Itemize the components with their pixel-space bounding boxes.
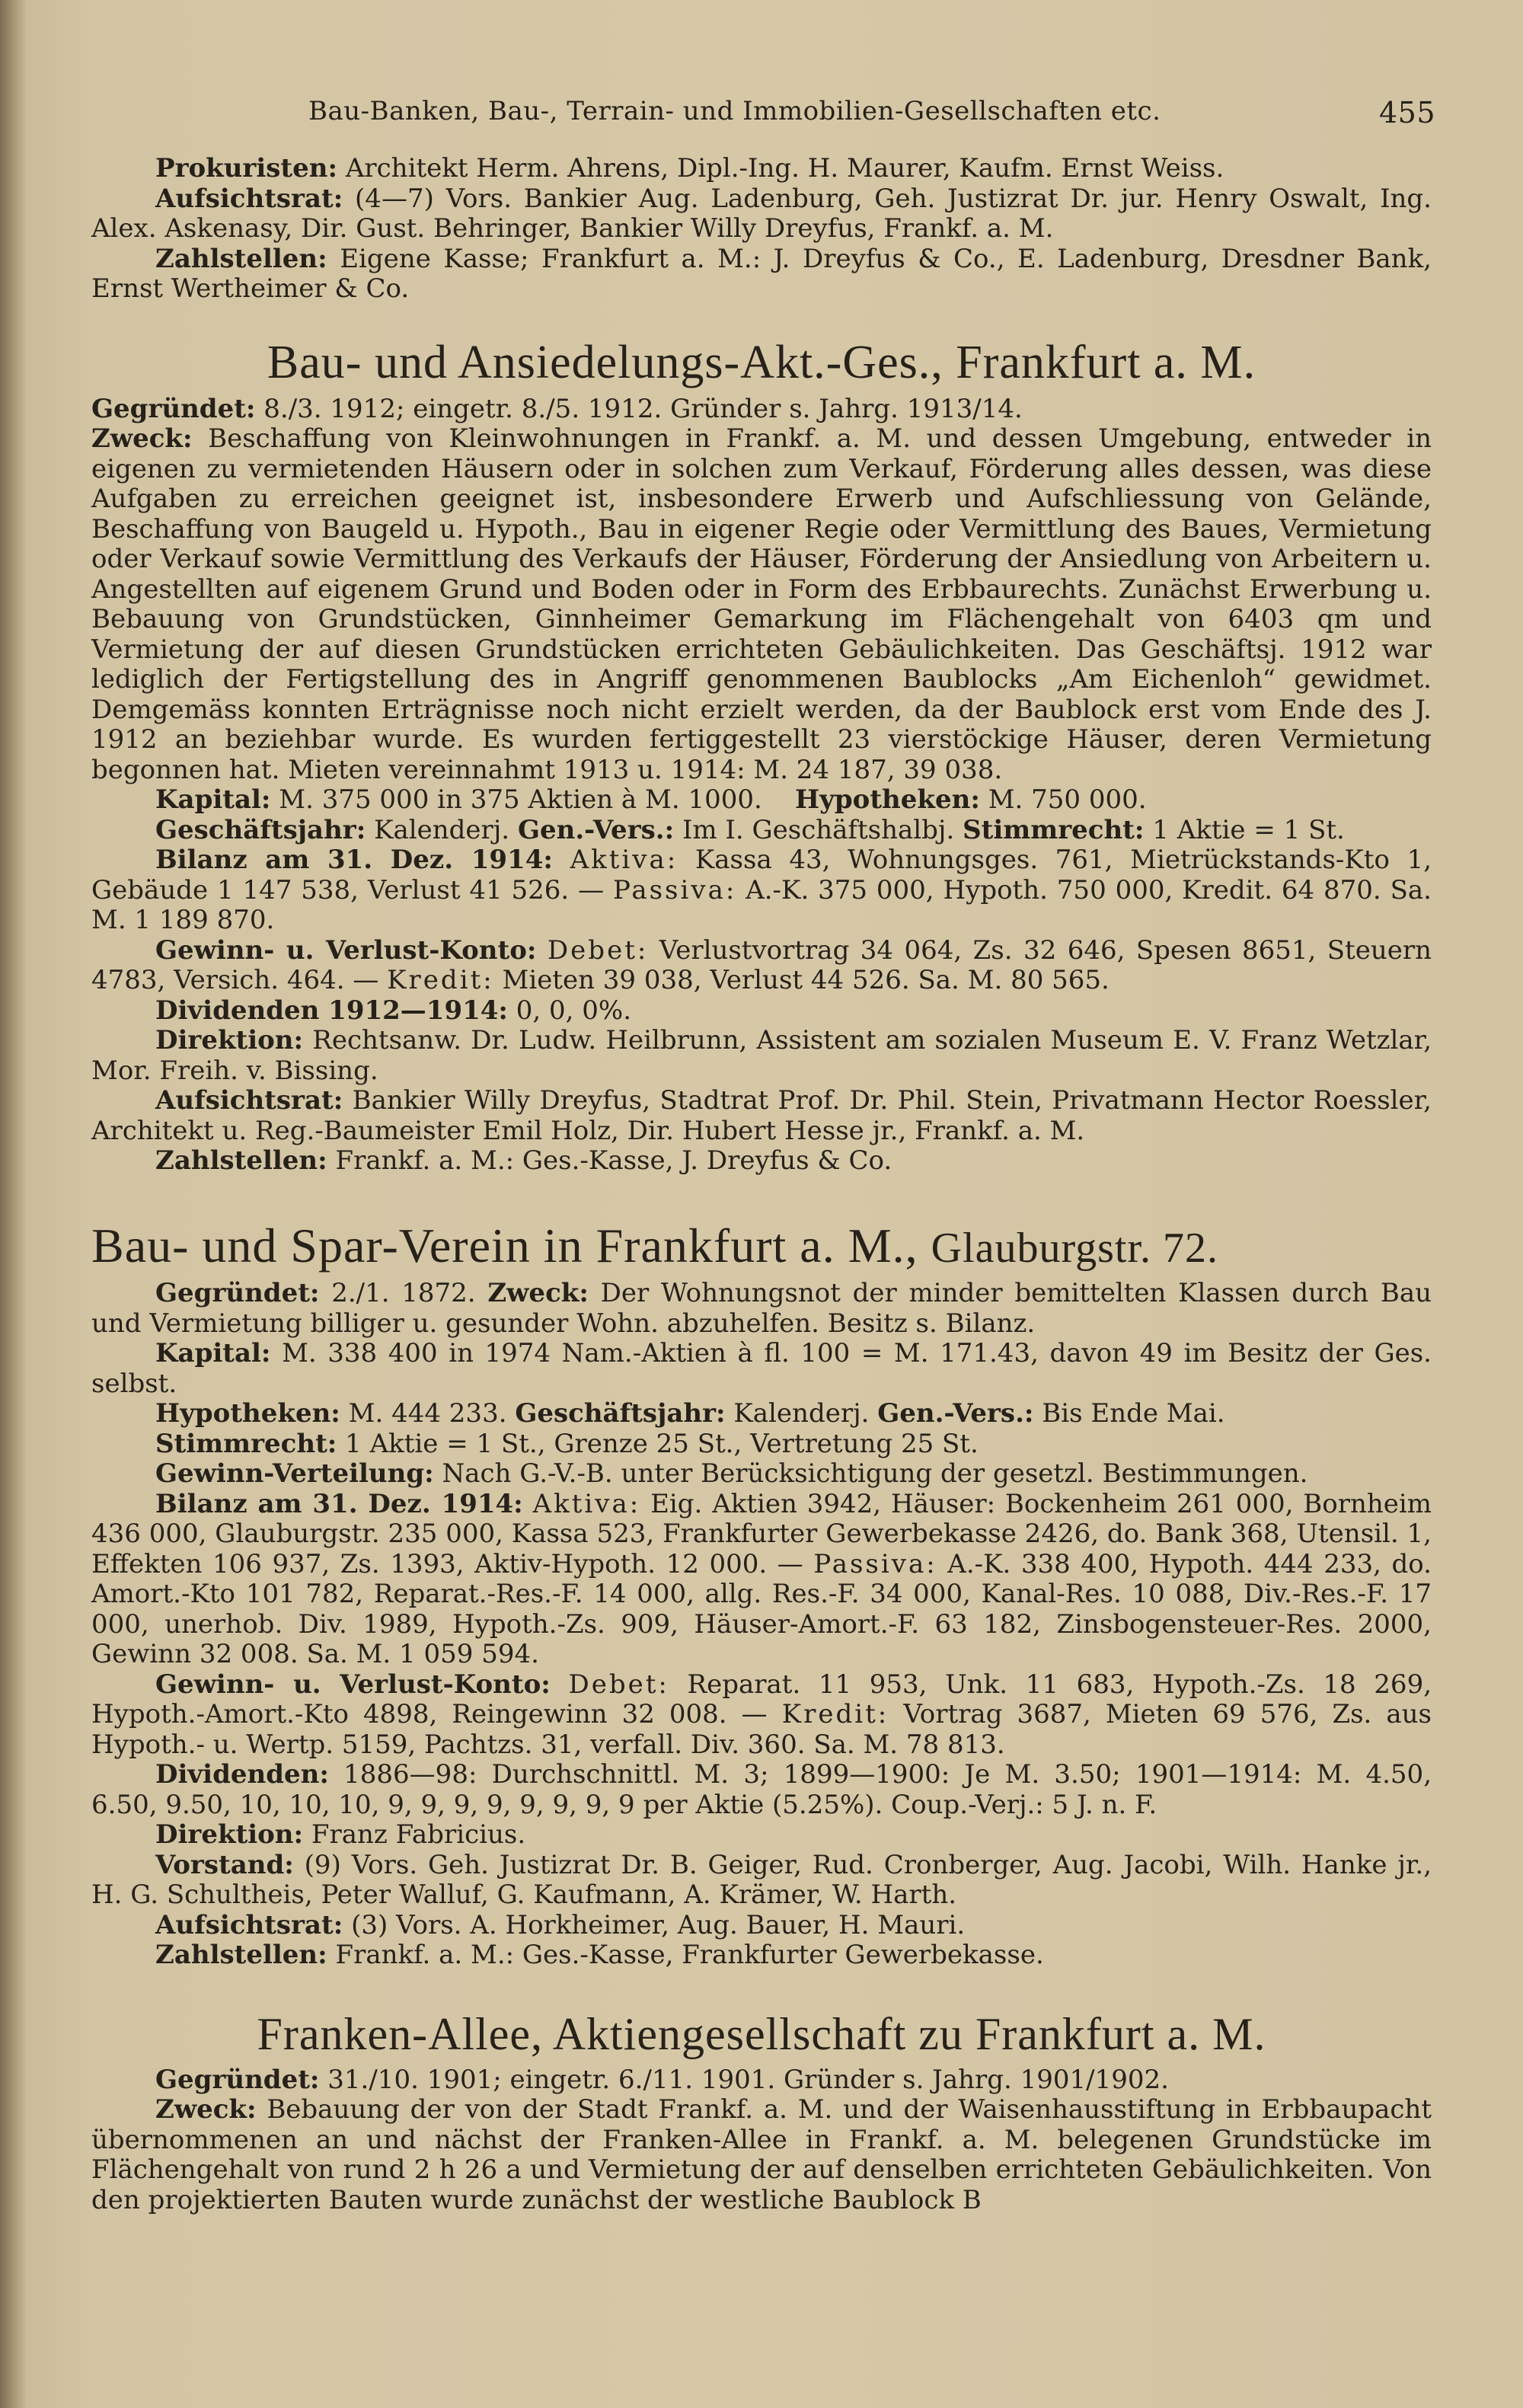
entry1-direktion: Direktion: Rechtsanw. Dr. Ludw. Heilbrunn, Assistent am sozialen Museum E. V. Franz Wetzlar, Mor. Freih. v. Bissing. (91, 1025, 1432, 1086)
running-title: Bau-Banken, Bau-, Terrain- und Immobilien-Gesellschaften etc. (308, 96, 1161, 126)
entry2-heading-main: Bau- und Spar-Verein in Frankfurt a. M., (91, 1218, 918, 1273)
entry1-dividenden: Dividenden 1912—1914: 0, 0, 0%. (155, 995, 632, 1026)
book-spine-shadow (0, 0, 26, 2408)
entry-heading-franken-allee: Franken-Allee, Aktiengesellschaft zu Frankfurt a. M. (257, 2008, 1266, 2059)
page-body (91, 154, 1432, 2215)
entry2-hypotheken: Hypotheken: M. 444 233. Geschäftsjahr: Kalenderj. Gen.-Vers.: Bis Ende Mai. (155, 1398, 1225, 1429)
entry2-dividenden: Dividenden: 1886—98: Durchschnittl. M. 3; 1899—1900: Je M. 3.50; 1901—1914: M. 4.50, 6.50, 9.50, 10, 10, 10, 9, 9, 9, 9, 9, 9, 9, 9 per Aktie (5.25%). Coup.-Verj.: 5 J. n. F. (91, 1759, 1432, 1820)
entry1-geschaeftsjahr: Geschäftsjahr: Kalenderj. Gen.-Vers.: Im I. Geschäftshalbj. Stimmrecht: 1 Aktie = 1 St. (155, 814, 1345, 845)
entry1-gegruendet: Gegründet: 8./3. 1912; eingetr. 8./5. 1912. Gründer s. Jahrg. 1913/14. (91, 393, 1023, 424)
prev-zahlstellen: Zahlstellen: Eigene Kasse; Frankfurt a. M.: J. Dreyfus & Co., E. Ladenburg, Dresdner Bank, Ernst Wertheimer & Co. (91, 243, 1432, 304)
entry1-zahlstellen: Zahlstellen: Frankf. a. M.: Ges.-Kasse, J. Dreyfus & Co. (155, 1145, 892, 1177)
entry2-heading-address: Glauburgstr. 72. (931, 1224, 1218, 1272)
entry-heading-bau-ansiedelung: Bau- und Ansiedelungs-Akt.-Ges., Frankfurt a. M. (267, 336, 1256, 388)
entry2-zahlstellen: Zahlstellen: Frankf. a. M.: Ges.-Kasse, Frankfurter Gewerbekasse. (155, 1940, 1044, 1971)
entry1-bilanz: Bilanz am 31. Dez. 1914: Aktiva: Kassa 43, Wohnungsges. 761, Mietrückstands-Kto 1, Gebäude 1 147 538, Verlust 41 526. — Passiva: A.-K. 375 000, Hypoth. 750 000, Kredit. 64 870. Sa. M. 1 189 870. (91, 845, 1432, 936)
entry1-aufsichtsrat: Aufsichtsrat: Bankier Willy Dreyfus, Stadtrat Prof. Dr. Phil. Stein, Privatmann Hector Roessler, Architekt u. Reg.-Baumeister Emil Holz, Dir. Hubert Hesse jr., Frankf. a. M. (91, 1085, 1432, 1146)
entry3-gegruendet: Gegründet: 31./10. 1901; eingetr. 6./11. 1901. Gründer s. Jahrg. 1901/1902. (155, 2064, 1169, 2095)
entry2-gewinn-verlust: Gewinn- u. Verlust-Konto: Debet: Reparat. 11 953, Unk. 11 683, Hypoth.-Zs. 18 269, Hypoth.-Amort.-Kto 4898, Reingewinn 32 008. — Kredit: Vortrag 3687, Mieten 69 576, Zs. aus Hypoth.- u. Wertp. 5159, Pachtzs. 31, verfall. Div. 360. Sa. M. 78 813. (91, 1669, 1432, 1760)
entry2-gegruendet: Gegründet: 2./1. 1872. Zweck: Der Wohnungsnot der minder bemittelten Klassen durch Bau und Vermietung billiger u. gesunder Wohn. abzuhelfen. Besitz s. Bilanz. (91, 1278, 1432, 1339)
prev-aufsichtsrat: Aufsichtsrat: (4—7) Vors. Bankier Aug. Ladenburg, Geh. Justizrat Dr. jur. Henry Oswalt, Ing. Alex. Askenasy, Dir. Gust. Behringer, Bankier Willy Dreyfus, Frankf. a. M. (91, 183, 1432, 244)
entry2-stimmrecht: Stimmrecht: 1 Aktie = 1 St., Grenze 25 St., Vertretung 25 St. (155, 1428, 979, 1459)
entry2-direktion: Direktion: Franz Fabricius. (155, 1819, 526, 1851)
entry1-gewinn-verlust: Gewinn- u. Verlust-Konto: Debet: Verlustvortrag 34 064, Zs. 32 646, Spesen 8651, Steuern 4783, Versich. 464. — Kredit: Mieten 39 038, Verlust 44 526. Sa. M. 80 565. (91, 934, 1432, 996)
entry2-gewinn-verteilung: Gewinn-Verteilung: Nach G.-V.-B. unter Berücksichtigung der gesetzl. Bestimmungen. (155, 1458, 1308, 1490)
entry1-kapital: Kapital: M. 375 000 in 375 Aktien à M. 1000. Hypotheken: M. 750 000. (155, 784, 1147, 816)
entry2-aufsichtsrat: Aufsichtsrat: (3) Vors. A. Horkheimer, Aug. Bauer, H. Mauri. (155, 1909, 966, 1940)
entry2-vorstand: Vorstand: (9) Vors. Geh. Justizrat Dr. B. Geiger, Rud. Cronberger, Aug. Jacobi, Wilh. Hanke jr., H. G. Schultheis, Peter Walluf, G. Kaufmann, A. Krämer, W. Harth. (91, 1849, 1432, 1911)
running-header (308, 96, 1435, 134)
entry2-kapital: Kapital: M. 338 400 in 1974 Nam.-Aktien à fl. 100 = M. 171.43, davon 49 im Besitz der Ges. selbst. (91, 1338, 1432, 1399)
entry3-zweck: Zweck: Bebauung der von der Stadt Frankf. a. M. und der Waisenhausstiftung in Erbbaupacht übernommenen an und nächst der Franken-Allee in Frankf. a. M. belegenen Grundstücke im Flächengehalt von rund 2 h 26 a und Vermietung der auf denselben errichteten Gebäulichkeiten. Von den projektierten Bauten wurde zunächst der westliche Baublock B (91, 2094, 1432, 2215)
entry-heading-bau-spar-verein (91, 1219, 1432, 1273)
entry1-zweck: Zweck: Beschaffung von Kleinwohnungen in Frankf. a. M. und dessen Umgebung, entweder in eigenen zu vermietenden Häusern oder in solchen zum Verkauf, Förderung alles dessen, was diese Aufgaben zu erreichen geeignet ist, insbesondere Erwerb und Aufschliessung von Gelände, Beschaffung von Baugeld u. Hypoth., Bau in eigener Regie oder Vermittlung des Baues, Vermietung oder Verkauf sowie Vermittlung des Verkaufs der Häuser, Förderung der Ansiedlung von Arbeitern u. Angestellten auf eigenem Grund und Boden oder in Form des Erbbaurechts. Zunächst Erwerbung u. Bebauung von Grundstücken, Ginnheimer Gemarkung im Flächengehalt von 6403 qm und Vermietung der auf diesen Grundstücken errichteten Gebäulichkeiten. Das Geschäftsj. 1912 war lediglich der Fertigstellung des in Angriff genommenen Baublocks „Am Eichenloh“ gewidmet. Demgemäss konnten Erträgnisse noch nicht erzielt werden, da der Baublock erst vom Ende des J. 1912 an beziehbar wurde. Es wurden fertiggestellt 23 vierstöckige Häuser, deren Vermietung begonnen hat. Mieten vereinnahmt 1913 u. 1914: M. 24 187, 39 038. (91, 423, 1432, 785)
entry2-bilanz: Bilanz am 31. Dez. 1914: Aktiva: Eig. Aktien 3942, Häuser: Bockenheim 261 000, Bornheim 436 000, Glauburgstr. 235 000, Kassa 523, Frankfurter Gewerbekasse 2426, do. Bank 368, Utensil. 1, Effekten 106 937, Zs. 1393, Aktiv-Hypoth. 12 000. — Passiva: A.-K. 338 400, Hypoth. 444 233, do. Amort.-Kto 101 782, Reparat.-Res.-F. 14 000, allg. Res.-F. 34 000, Kanal-Res. 10 088, Div.-Res.-F. 17 000, unerhob. Div. 1989, Hypoth.-Zs. 909, Häuser-Amort.-F. 63 182, Zinsbogensteuer-Res. 2000, Gewinn 32 008. Sa. M. 1 059 594. (91, 1488, 1432, 1670)
prev-prokuristen: Prokuristen: Architekt Herm. Ahrens, Dipl.-Ing. H. Maurer, Kaufm. Ernst Weiss. (155, 153, 1224, 184)
page-number: 455 (1378, 96, 1435, 129)
